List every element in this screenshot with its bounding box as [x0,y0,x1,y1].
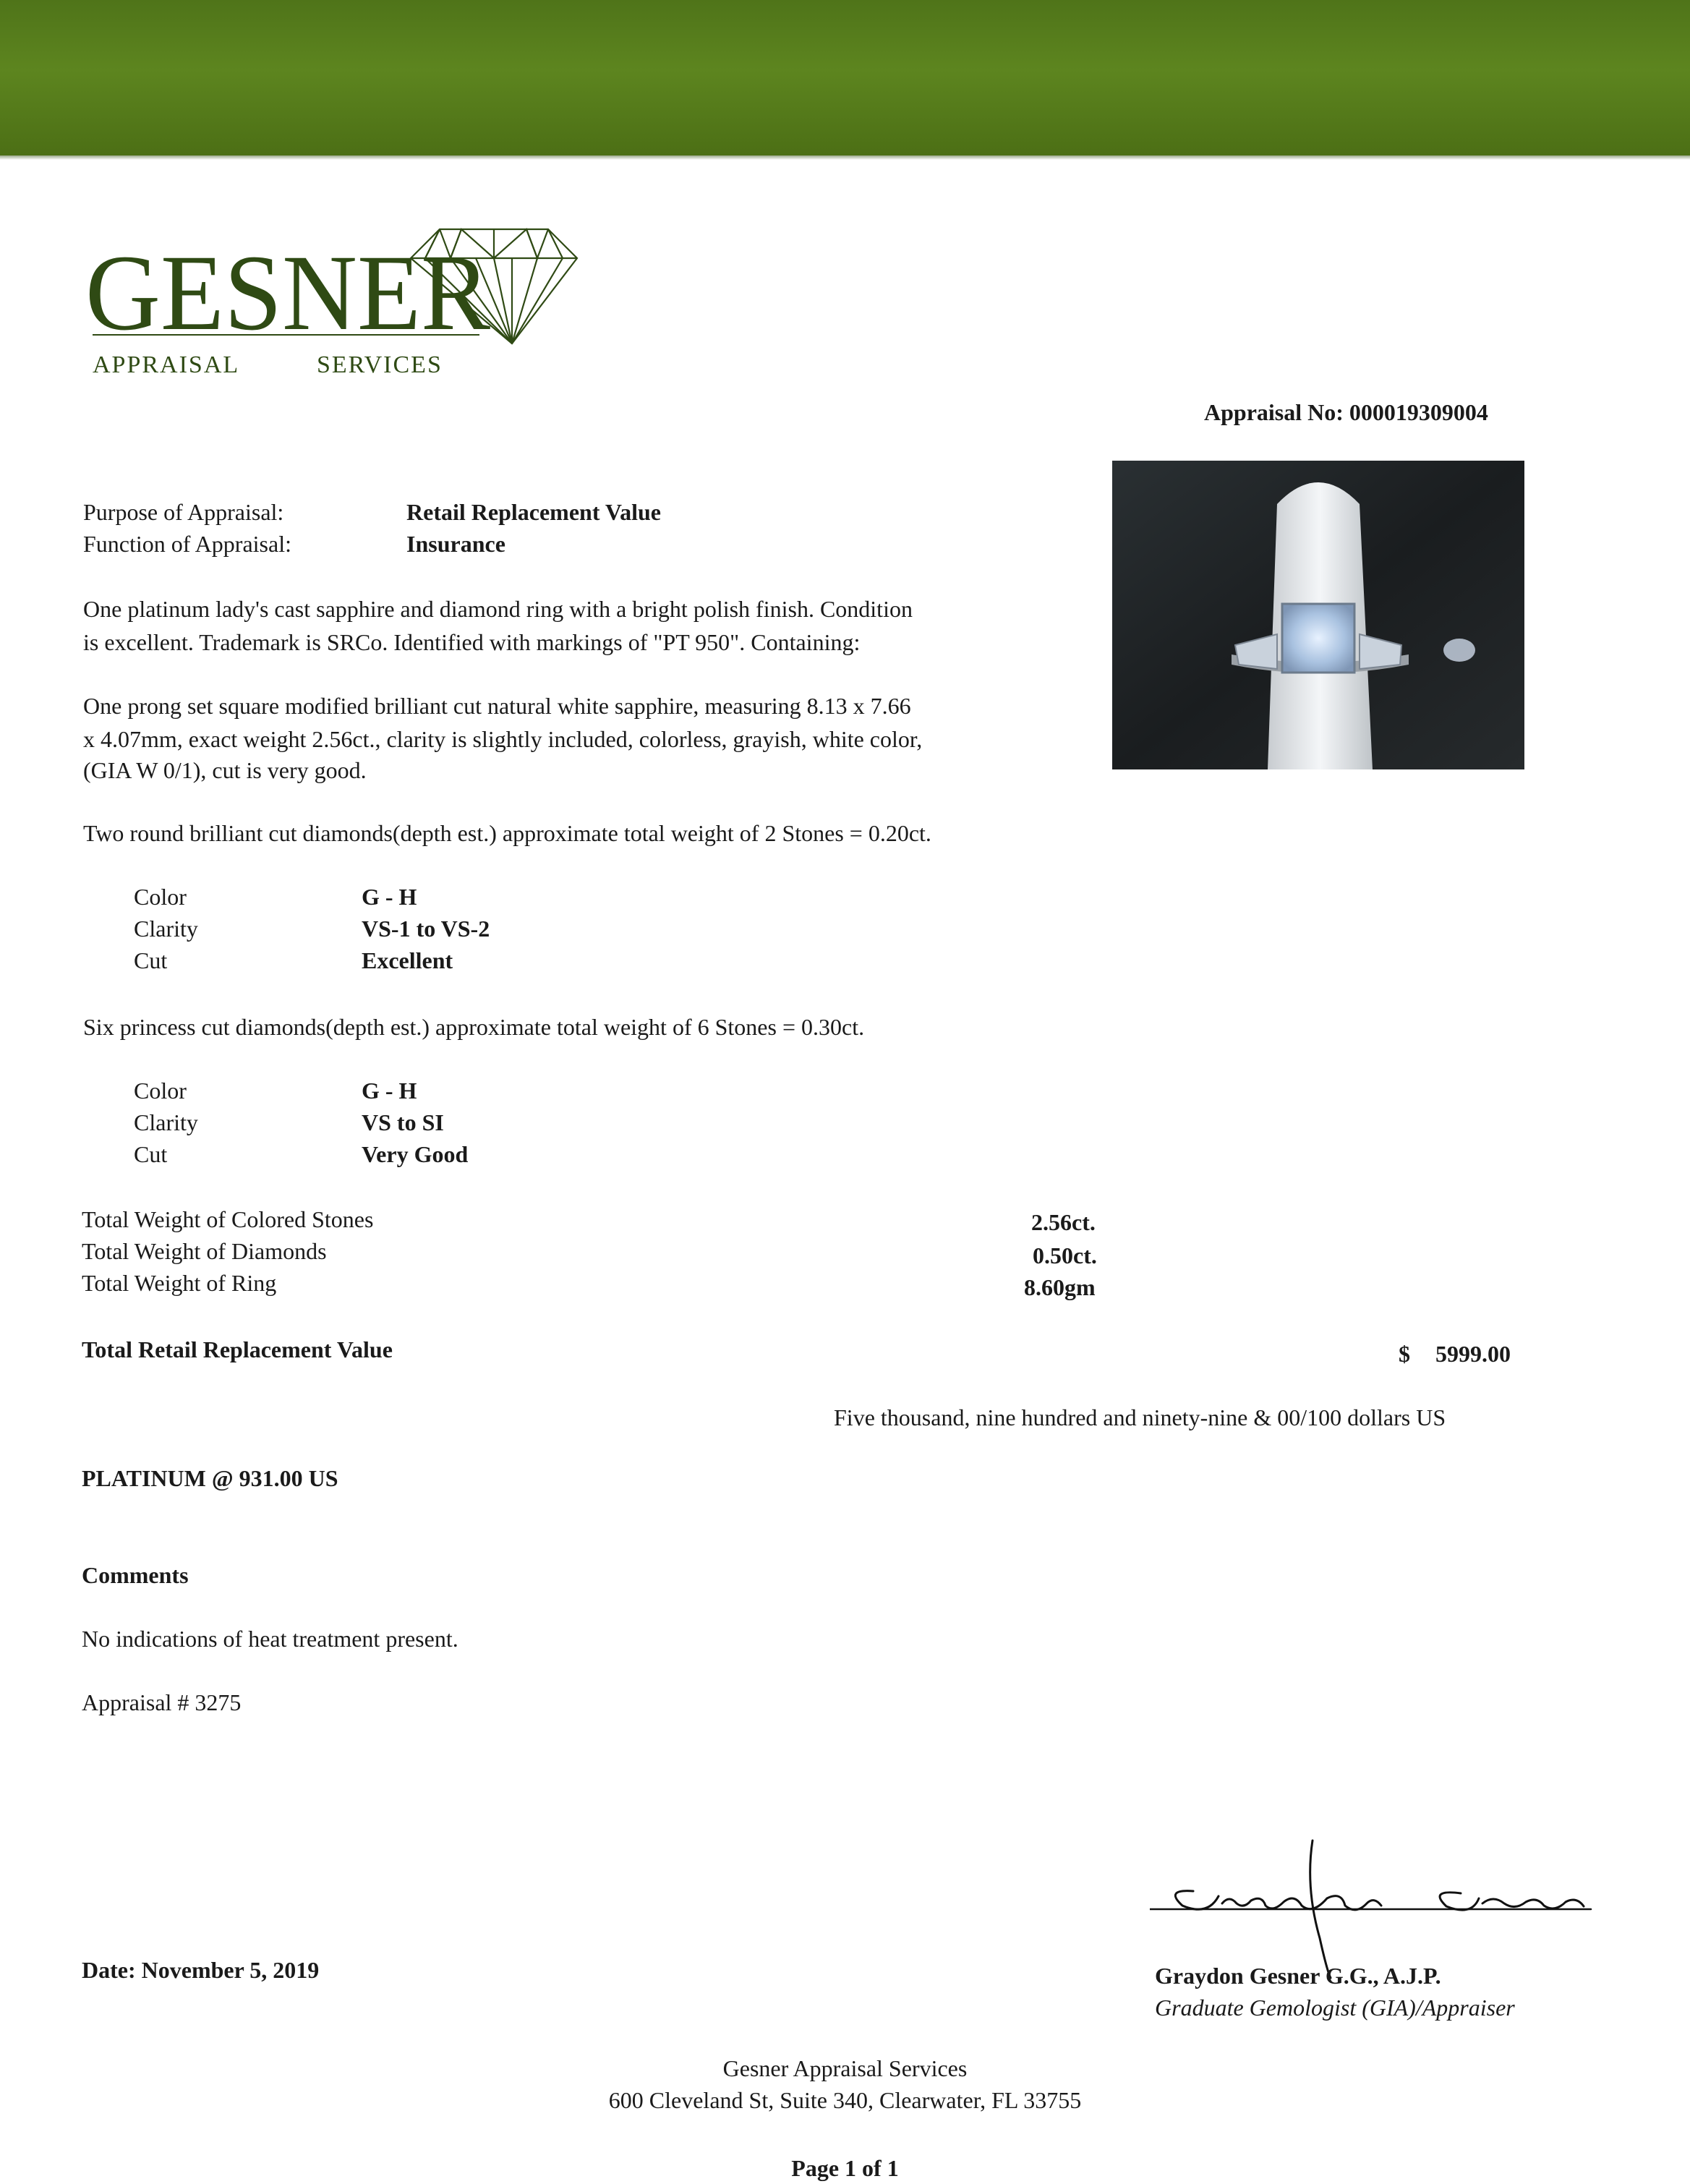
description-line-1: One platinum lady's cast sapphire and diamond ring with a bright polish finish. Condition [83,596,913,622]
total-diamonds-label: Total Weight of Diamonds [82,1238,327,1264]
princess-diamonds-text: Six princess cut diamonds(depth est.) approximate total weight of 6 Stones = 0.30ct. [83,1014,865,1040]
purpose-value: Retail Replacement Value [406,499,661,525]
round-color-value: G - H [362,884,417,910]
round-clarity-label: Clarity [134,916,198,942]
total-diamonds-value: 0.50ct. [1033,1242,1097,1268]
princess-cut-label: Cut [134,1141,168,1167]
amount-in-words: Five thousand, nine hundred and ninety-nine & 00/100 dollars US [834,1404,1446,1430]
total-colored-stones-value: 2.56ct. [1031,1209,1096,1235]
princess-clarity-value: VS to SI [362,1109,444,1135]
round-color-label: Color [134,884,187,910]
round-clarity-value: VS-1 to VS-2 [362,916,490,942]
logo-services-text: SERVICES [317,351,443,378]
comments-heading: Comments [82,1562,189,1588]
center-stone-line-3: (GIA W 0/1), cut is very good. [83,757,367,783]
princess-color-label: Color [134,1078,187,1104]
princess-color-value: G - H [362,1078,417,1104]
retail-value-amount: 5999.00 [1435,1341,1511,1367]
currency-symbol: $ [1399,1341,1410,1367]
description-line-2: is excellent. Trademark is SRCo. Identified with markings of "PT 950". Containing: [83,629,861,655]
appraiser-title: Graduate Gemologist (GIA)/Appraiser [1155,1995,1515,2021]
retail-value-label: Total Retail Replacement Value [82,1336,393,1362]
logo-main-text: GESNER [85,233,490,353]
round-cut-label: Cut [134,947,168,973]
header-band-edge [0,155,1690,160]
round-diamonds-text: Two round brilliant cut diamonds(depth est.) approximate total weight of 2 Stones = 0.20ct. [83,820,931,846]
logo-appraisal-text: APPRAISAL [93,351,240,378]
function-value: Insurance [406,531,505,557]
center-stone-line-1: One prong set square modified brilliant cut natural white sapphire, measuring 8.13 x 7.66 [83,693,911,719]
appraiser-name: Graydon Gesner G.G., A.J.P. [1155,1963,1441,1989]
footer-company: Gesner Appraisal Services [722,2055,968,2081]
appraisal-number: Appraisal No: 000019309004 [1204,399,1488,425]
purpose-label: Purpose of Appraisal: [83,499,284,525]
page-number: Page 1 of 1 [791,2155,899,2181]
princess-clarity-label: Clarity [134,1109,198,1135]
gesner-logo [85,221,592,387]
header-band [0,0,1690,155]
footer-address: 600 Cleveland St, Suite 340, Clearwater, FL 33755 [608,2087,1082,2113]
ring-photo [1112,461,1524,769]
appraisal-date: Date: November 5, 2019 [82,1957,320,1983]
platinum-price: PLATINUM @ 931.00 US [82,1465,338,1491]
total-ring-label: Total Weight of Ring [82,1270,277,1296]
function-label: Function of Appraisal: [83,531,291,557]
comments-text: No indications of heat treatment present. [82,1626,458,1652]
appraisal-hash-number: Appraisal # 3275 [82,1689,242,1715]
center-stone-line-2: x 4.07mm, exact weight 2.56ct., clarity is slightly included, colorless, grayish, white color, [83,726,923,752]
princess-cut-value: Very Good [362,1141,469,1167]
round-cut-value: Excellent [362,947,453,973]
total-ring-value: 8.60gm [1024,1274,1096,1300]
total-colored-stones-label: Total Weight of Colored Stones [82,1206,374,1232]
